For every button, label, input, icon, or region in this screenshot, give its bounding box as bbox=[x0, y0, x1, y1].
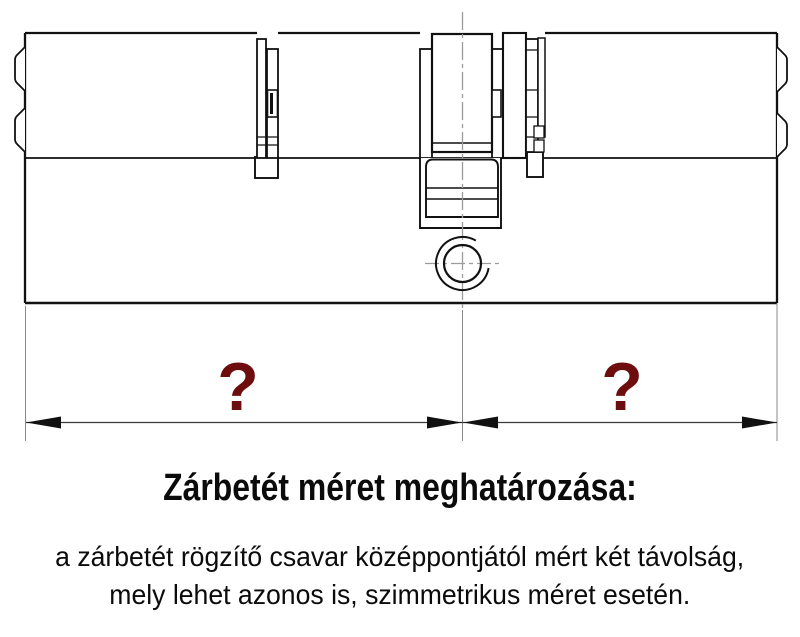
arrowhead-left bbox=[26, 417, 61, 429]
caption-title: Zárbetét méret meghatározása: bbox=[163, 467, 637, 509]
dimension-annotation bbox=[26, 303, 778, 441]
left-fixing-clip bbox=[255, 39, 278, 178]
arrowhead-center-right bbox=[463, 417, 498, 429]
caption-line-1: a zárbetét rögzítő csavar középpontjától mért két távolság, bbox=[55, 541, 745, 572]
question-mark-left: ? bbox=[217, 349, 259, 425]
caption-description bbox=[0, 538, 800, 614]
cylinder-body bbox=[15, 33, 787, 303]
question-mark-right: ? bbox=[601, 349, 643, 425]
cam-assembly bbox=[420, 34, 503, 228]
caption-line-2: mely lehet azonos is, szimmetrikus méret esetén. bbox=[109, 579, 691, 610]
caption-title-row bbox=[0, 467, 800, 510]
right-fixing-clip bbox=[503, 33, 545, 177]
arrowhead-center-left bbox=[427, 417, 462, 429]
arrowhead-right bbox=[742, 417, 777, 429]
